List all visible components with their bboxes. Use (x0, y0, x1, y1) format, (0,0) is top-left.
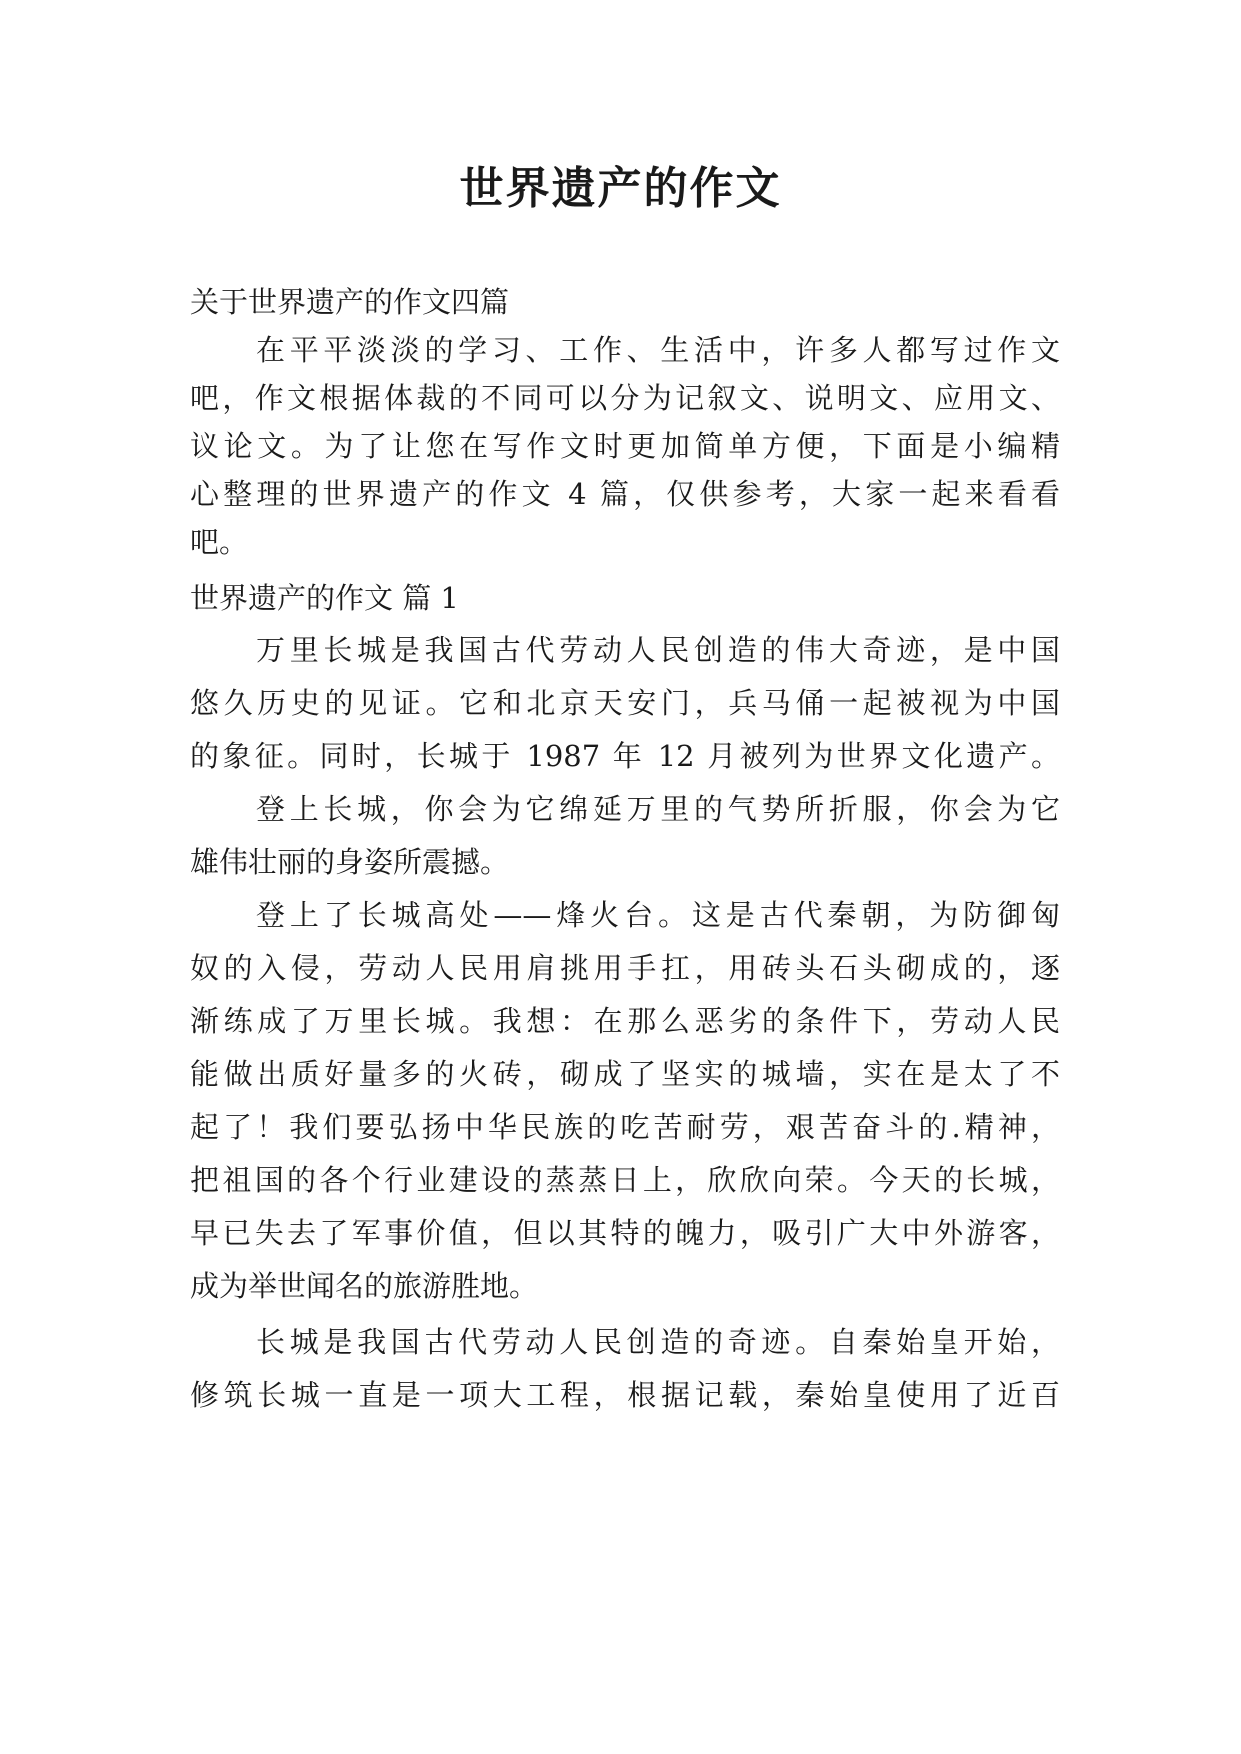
para3-line-7: 早已失去了军事价值，但以其特的魄力，吸引广大中外游客， (190, 1216, 1060, 1250)
para1-line-2: 悠久历史的见证。它和北京天安门，兵马俑一起被视为中国 (190, 686, 1060, 720)
intro-line-4: 心整理的世界遗产的作文 4 篇，仅供参考，大家一起来看看 (190, 477, 1060, 511)
para1-line-1: 万里长城是我国古代劳动人民创造的伟大奇迹，是中国 (256, 633, 1060, 667)
para3-line-6: 把祖国的各个行业建设的蒸蒸日上，欣欣向荣。今天的长城， (190, 1163, 1060, 1197)
para2-line-1: 登上长城，你会为它绵延万里的气势所折服，你会为它 (256, 792, 1060, 826)
para3-line-8: 成为举世闻名的旅游胜地。 (190, 1269, 539, 1303)
para4-line-2: 修筑长城一直是一项大工程，根据记载，秦始皇使用了近百 (190, 1378, 1060, 1412)
para3-line-4: 能做出质好量多的火砖，砌成了坚实的城墙，实在是太了不 (190, 1057, 1060, 1091)
para3-line-3: 渐练成了万里长城。我想：在那么恶劣的条件下，劳动人民 (190, 1004, 1060, 1038)
para4-line-1: 长城是我国古代劳动人民创造的奇迹。自秦始皇开始， (256, 1325, 1060, 1359)
para2-line-2: 雄伟壮丽的身姿所震撼。 (190, 845, 510, 879)
intro-line-3: 议论文。为了让您在写作文时更加简单方便，下面是小编精 (190, 429, 1060, 463)
page-title: 世界遗产的作文 (459, 163, 782, 214)
para3-line-5: 起了！我们要弘扬中华民族的吃苦耐劳，艰苦奋斗的.精神， (190, 1110, 1060, 1144)
intro-line-5: 吧。 (190, 525, 249, 559)
para3-line-2: 奴的入侵，劳动人民用肩挑用手扛，用砖头石头砌成的，逐 (190, 951, 1060, 985)
intro-line-1: 在平平淡淡的学习、工作、生活中，许多人都写过作文 (256, 333, 1060, 367)
para3-line-1: 登上了长城高处——烽火台。这是古代秦朝，为防御匈 (256, 898, 1060, 932)
para1-line-3: 的象征。同时，长城于 1987 年 12 月被列为世界文化遗产。 (190, 739, 1061, 773)
intro-line-2: 吧，作文根据体裁的不同可以分为记叙文、说明文、应用文、 (190, 381, 1060, 415)
section-heading: 世界遗产的作文 篇 1 (190, 581, 459, 615)
document-subtitle: 关于世界遗产的作文四篇 (190, 285, 510, 319)
